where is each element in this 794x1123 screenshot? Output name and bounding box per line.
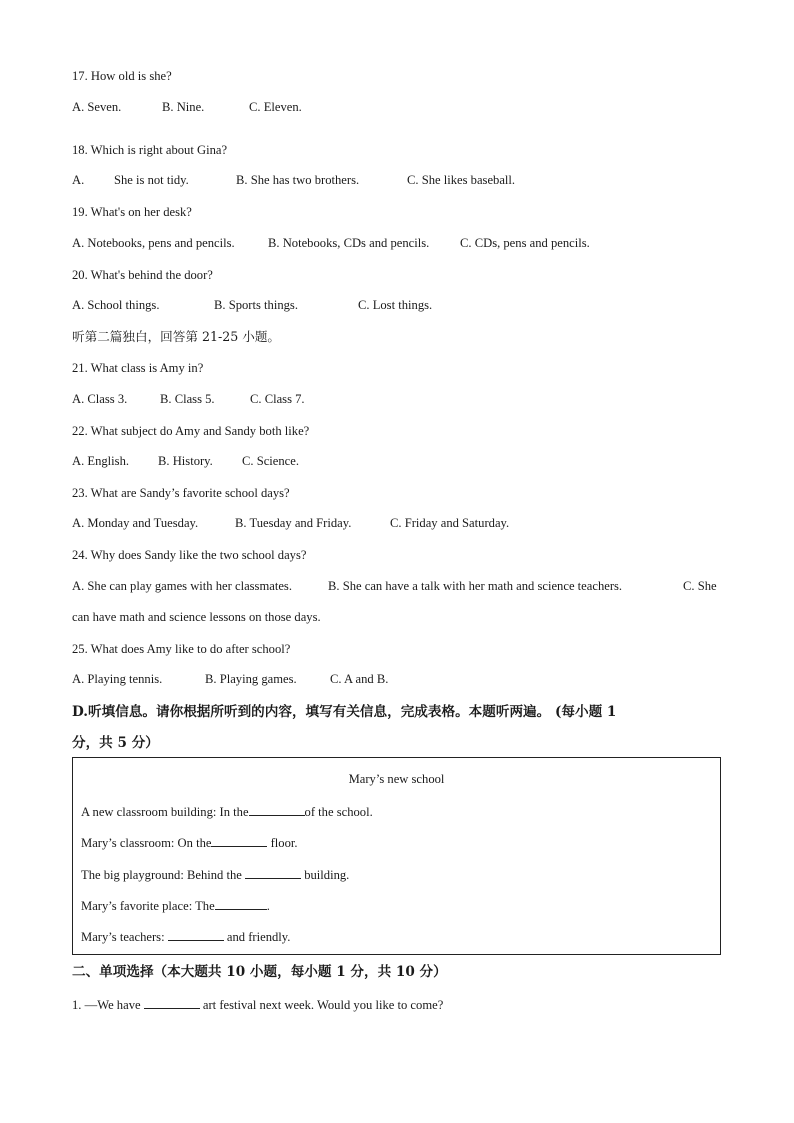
question-21: 21. What class is Amy in? xyxy=(72,361,204,375)
answer-blank-2[interactable] xyxy=(211,834,267,847)
q18-option-a-letter: A. xyxy=(72,173,85,187)
fill-in-table xyxy=(72,757,721,955)
answer-blank-4[interactable] xyxy=(215,897,267,910)
q23-option-b: B. Tuesday and Friday. xyxy=(235,516,352,530)
q18-option-c: C. She likes baseball. xyxy=(407,173,516,187)
question-1 xyxy=(72,996,443,1013)
q25-option-b: B. Playing games. xyxy=(205,672,297,686)
question-1-start: 1. —We have xyxy=(72,998,144,1012)
row-suffix: floor. xyxy=(267,836,298,850)
row-label: The big playground: Behind the xyxy=(81,868,246,882)
section-d-heading: D.听填信息。请你根据所听到的内容，填写有关信息，完成表格。本题听两遍。 (每小题 1 xyxy=(72,704,617,720)
q20-option-a: A. School things. xyxy=(72,298,160,312)
q21-option-b: B. Class 5. xyxy=(160,392,215,406)
row-suffix: . xyxy=(266,899,270,913)
q21-option-a: A. Class 3. xyxy=(72,392,128,406)
question-1-end: art festival next week. Would you like to come? xyxy=(199,998,444,1012)
q25-option-a: A. Playing tennis. xyxy=(72,672,163,686)
q17-option-a: A. Seven. xyxy=(72,100,122,114)
table-row xyxy=(81,897,270,914)
question-25: 25. What does Amy like to do after school? xyxy=(72,642,291,656)
table-row xyxy=(81,834,298,851)
q24-option-a: A. She can play games with her classmates. xyxy=(72,579,292,593)
table-row xyxy=(81,803,373,820)
section-d-heading-continued: 分，共 5 分） xyxy=(72,735,159,751)
answer-blank-q1[interactable] xyxy=(144,996,200,1009)
q24-option-b: B. She can have a talk with her math and science teachers. xyxy=(328,579,623,593)
answer-blank-3[interactable] xyxy=(245,866,301,879)
row-label: Mary’s teachers: xyxy=(81,930,168,944)
question-24: 24. Why does Sandy like the two school days? xyxy=(72,548,307,562)
section-monologue-2-heading: 听第二篇独白，回答第 21-25 小题。 xyxy=(72,329,281,344)
q22-option-c: C. Science. xyxy=(242,454,300,468)
q18-option-a-text: She is not tidy. xyxy=(114,173,189,187)
q17-option-b: B. Nine. xyxy=(162,100,205,114)
q19-option-b: B. Notebooks, CDs and pencils. xyxy=(268,236,430,250)
question-23: 23. What are Sandy’s favorite school days? xyxy=(72,486,290,500)
table-row xyxy=(81,866,349,883)
q17-option-c: C. Eleven. xyxy=(249,100,302,114)
row-suffix: of the school. xyxy=(304,805,373,819)
question-17: 17. How old is she? xyxy=(72,69,172,83)
q22-option-a: A. English. xyxy=(72,454,130,468)
q20-option-c: C. Lost things. xyxy=(358,298,433,312)
part-2-heading: 二、单项选择（本大题共 10 小题，每小题 1 分，共 10 分） xyxy=(72,964,447,980)
question-22: 22. What subject do Amy and Sandy both like? xyxy=(72,424,310,438)
row-label: Mary’s favorite place: The xyxy=(81,899,215,913)
row-suffix: and friendly. xyxy=(223,930,291,944)
q18-option-b: B. She has two brothers. xyxy=(236,173,360,187)
q24-option-c: C. She xyxy=(683,579,717,593)
table-title: Mary’s new school xyxy=(348,772,445,786)
row-label: A new classroom building: In the xyxy=(81,805,249,819)
q19-option-a: A. Notebooks, pens and pencils. xyxy=(72,236,235,250)
q20-option-b: B. Sports things. xyxy=(214,298,298,312)
row-label: Mary’s classroom: On the xyxy=(81,836,212,850)
q23-option-a: A. Monday and Tuesday. xyxy=(72,516,199,530)
q25-option-c: C. A and B. xyxy=(330,672,389,686)
question-20: 20. What's behind the door? xyxy=(72,268,213,282)
answer-blank-1[interactable] xyxy=(249,803,305,816)
q19-option-c: C. CDs, pens and pencils. xyxy=(460,236,590,250)
q22-option-b: B. History. xyxy=(158,454,213,468)
question-18: 18. Which is right about Gina? xyxy=(72,143,228,157)
table-row xyxy=(81,928,290,945)
answer-blank-5[interactable] xyxy=(168,928,224,941)
row-suffix: building. xyxy=(301,868,350,882)
q23-option-c: C. Friday and Saturday. xyxy=(390,516,510,530)
q21-option-c: C. Class 7. xyxy=(250,392,305,406)
q24-option-c-continued: can have math and science lessons on those days. xyxy=(72,610,321,624)
question-19: 19. What's on her desk? xyxy=(72,205,192,219)
